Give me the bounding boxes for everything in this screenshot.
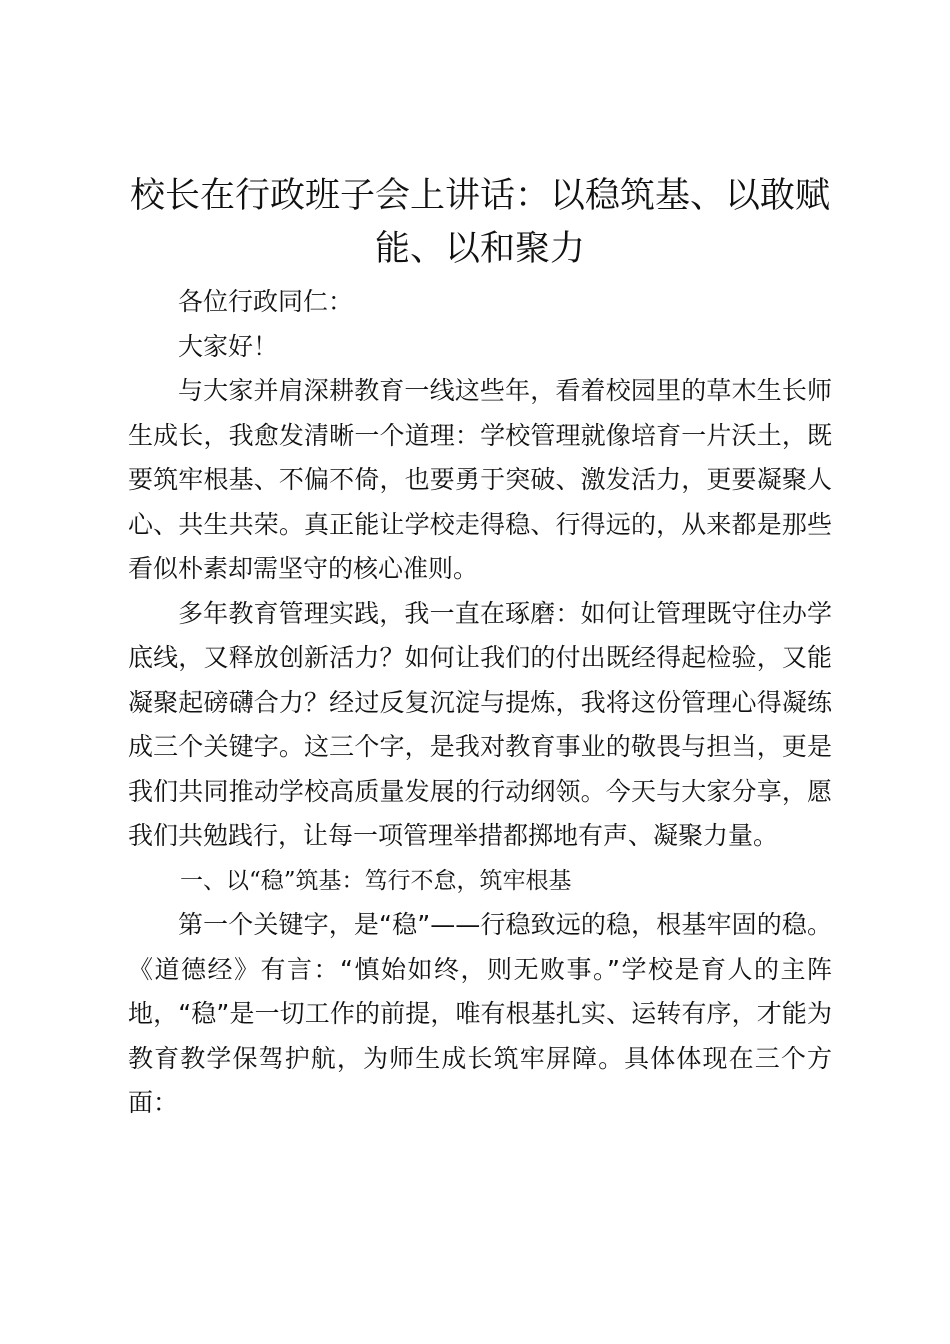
greeting: 大家好！ (178, 331, 279, 361)
document-body (128, 170, 832, 1126)
practice-paragraph: 多年教育管理实践，我一直在琢磨：如何让管理既守住办学底线，又释放创新活力？如何让我们的付出既经得起检验，又能凝聚起磅礴合力？经过反复沉淀与提炼，我将这份管理心得凝练成三个关键字。这三个字，是我对教育事业的敬畏与担当，更是我们共同推动学校高质量发展的行动纲领。今天与大家分享，愿我们共勉践行，让每一项管理举措都掷地有声、凝聚力量。 (128, 598, 832, 850)
section-heading: 一、以“稳”筑基：笃行不怠，筑牢根基 (180, 867, 572, 894)
intro-paragraph: 与大家并肩深耕教育一线这些年，看着校园里的草木生长师生成长，我愈发清晰一个道理：学校管理就像培育一片沃土，既要筑牢根基、不偏不倚，也要勇于突破、激发活力，更要凝聚人心、共生共荣。真正能让学校走得稳、行得远的，从来都是那些看似朴素却需坚守的核心准则。 (128, 376, 832, 583)
section-paragraph: 第一个关键字，是“稳”——行稳致远的稳，根基牢固的稳。《道德经》有言：“慎始如终，则无败事。”学校是育人的主阵地，“稳”是一切工作的前提，唯有根基扎实、运转有序，才能为教育教学保驾护航，为师生成长筑牢屏障。具体体现在三个方面： (128, 910, 832, 1117)
document-title: 校长在行政班子会上讲话：以稳筑基、以敢赋能、以和聚力 (129, 176, 830, 269)
salutation: 各位行政同仁： (178, 287, 354, 316)
